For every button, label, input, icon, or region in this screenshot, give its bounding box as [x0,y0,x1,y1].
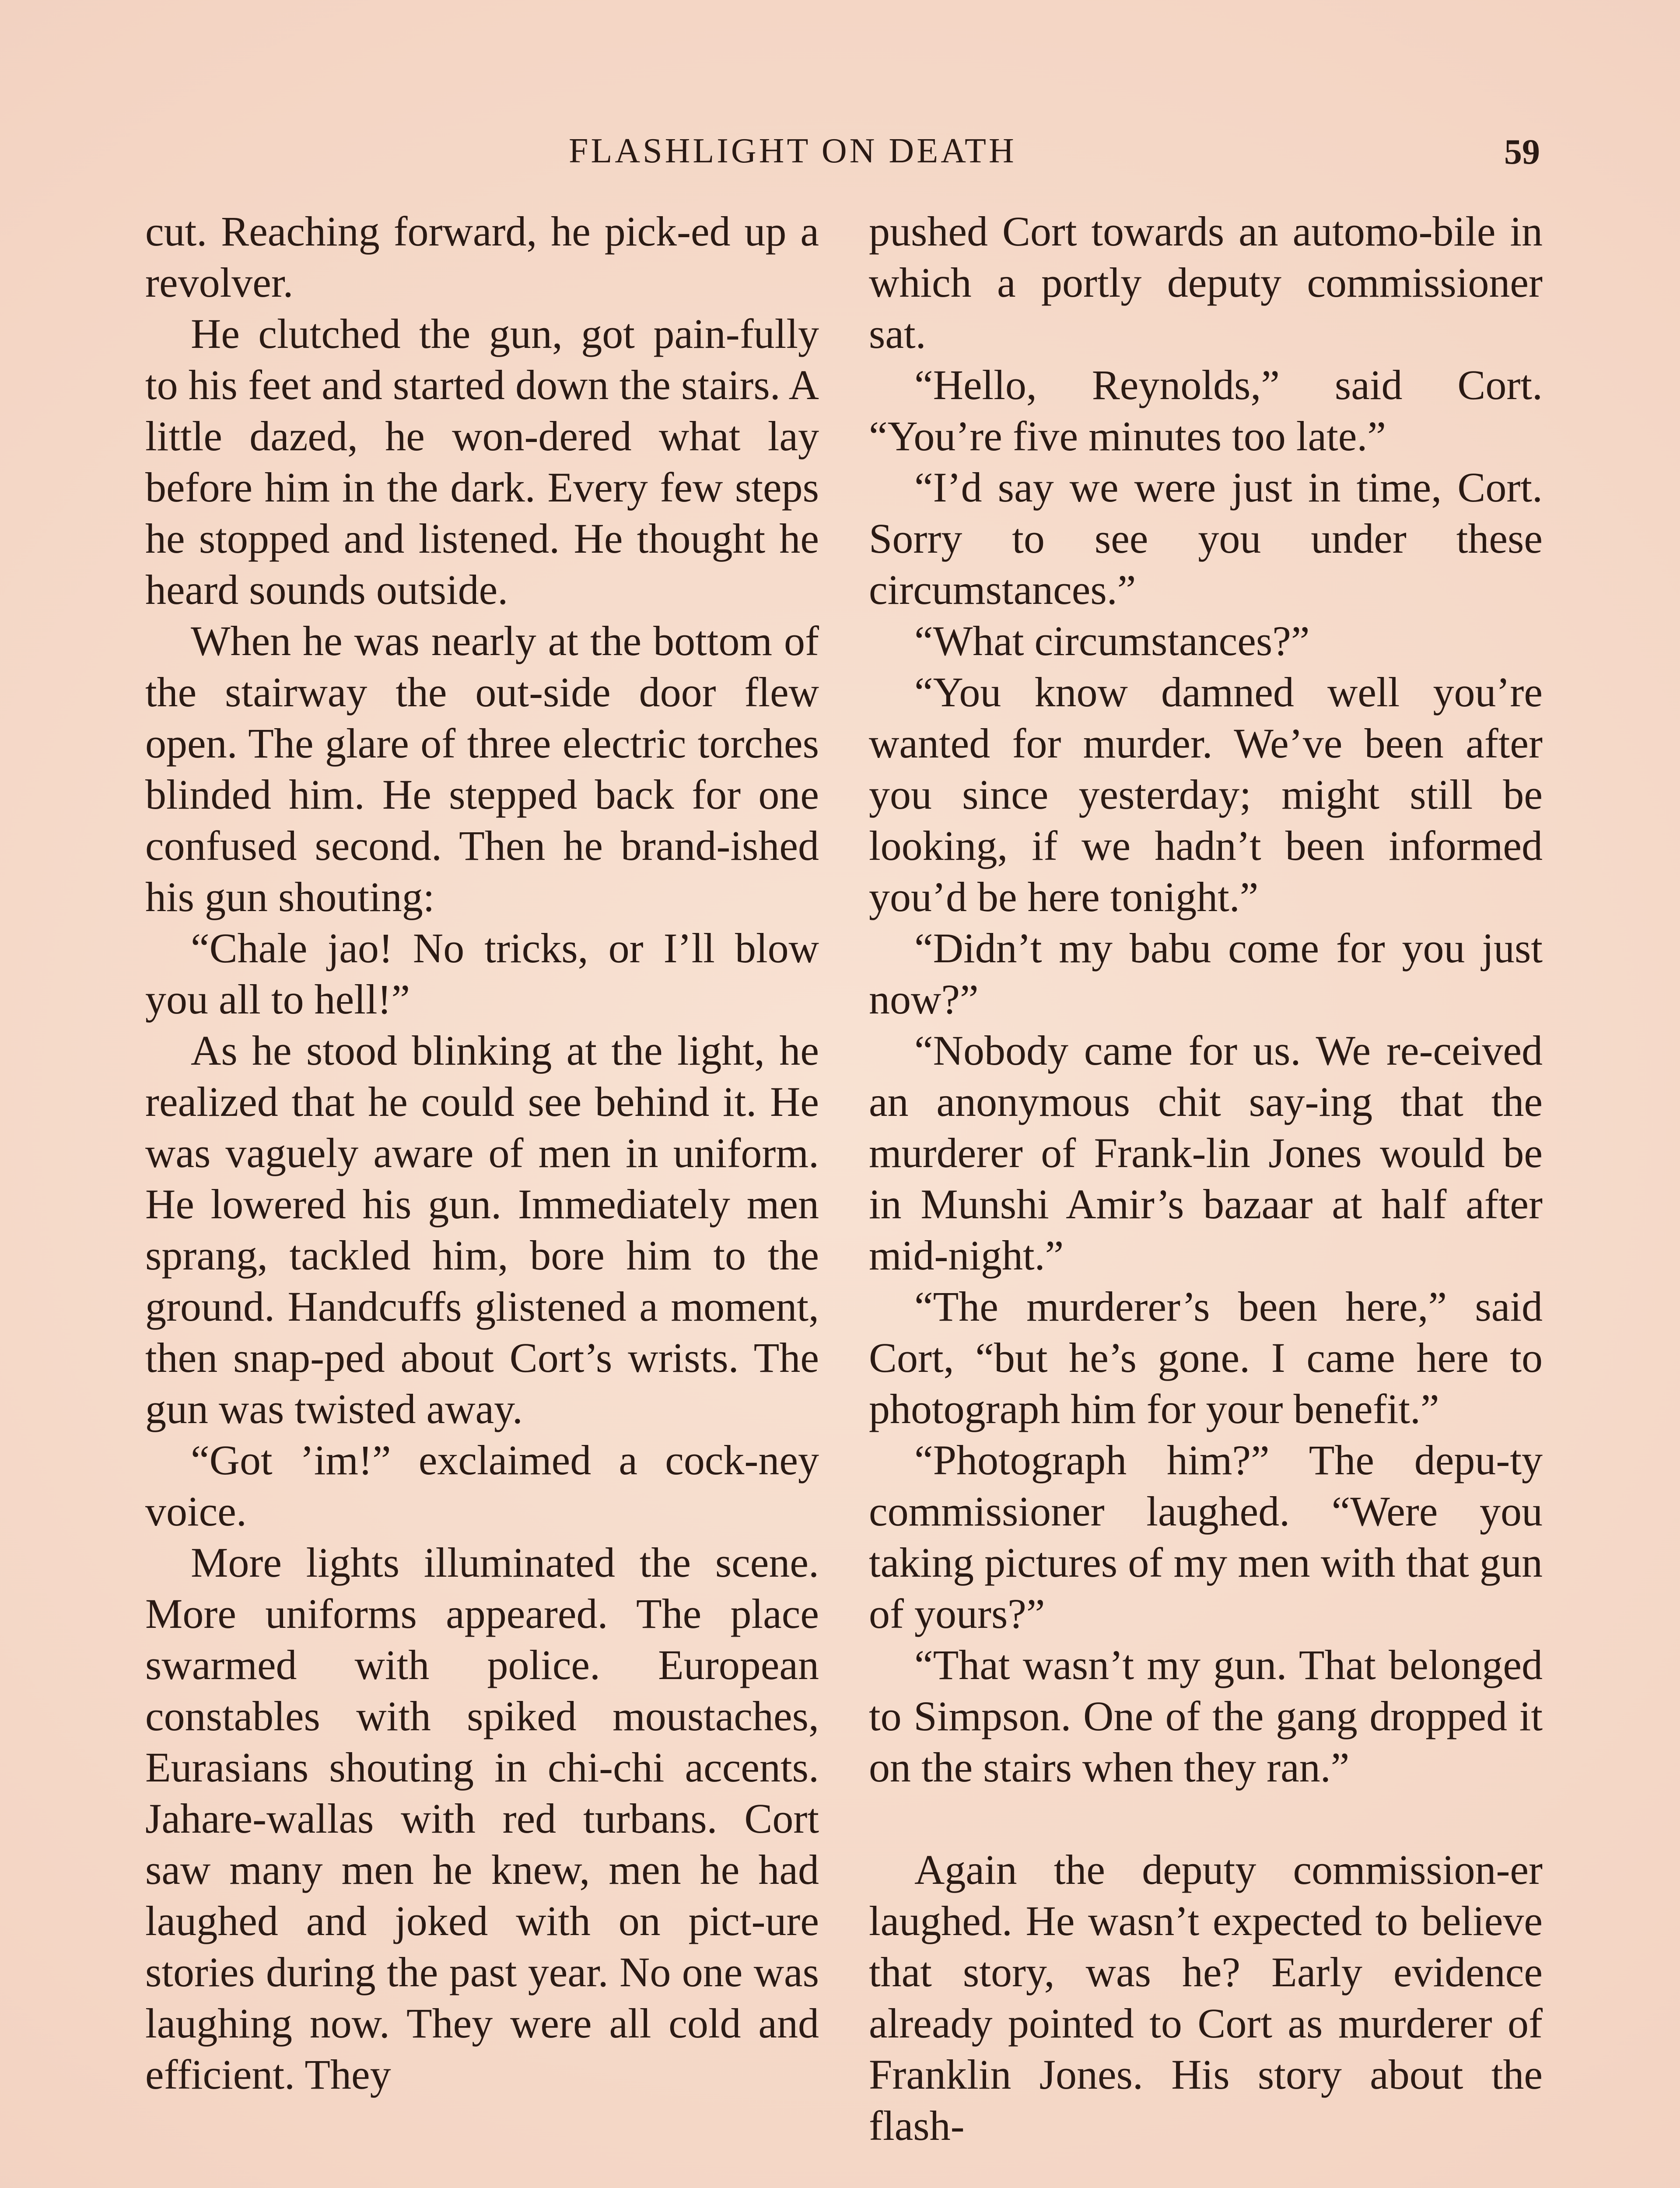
right-paragraph-5: “You know damned well you’re wanted for murder. We’ve been after you since yesterday; might still be looking, if we hadn’t been informed you’d be here tonight.” [869,669,1543,920]
right-paragraph-2: “Hello, Reynolds,” said Cort. “You’re five minutes too late.” [869,361,1543,459]
left-paragraph-5: As he stood blinking at the light, he realized that he could see behind it. He was vaguely aware of men in uniform. He lowered his gun. Immediately men sprang, tackled him, bore him to the ground. Handcuffs glistened a moment, then snap-ped about Cort’s wrists. The gun was twisted away. [145,1027,819,1432]
right-paragraph-11: Again the deputy commission-er laughed. He wasn’t expected to believe that story, was he? Early evidence already pointed to Cort as murderer of Franklin Jones. His story about the flash- [869,1846,1543,2149]
right-paragraph-8: “The murderer’s been here,” said Cort, “but he’s gone. I came here to photograph him for your benefit.” [869,1283,1543,1432]
left-paragraph-3: When he was nearly at the bottom of the stairway the out-side door flew open. The glare of three electric torches blinded him. He stepped back for one confused second. Then he brand-ished his gun shouting: [145,617,819,920]
left-paragraph-2: He clutched the gun, got pain-fully to his feet and started down the stairs. A little dazed, he won-dered what lay before him in the dark. Every few steps he stopped and listened. He thought he heard sounds outside. [145,310,819,613]
right-paragraph-6: “Didn’t my babu come for you just now?” [869,925,1543,1023]
right-paragraph-7: “Nobody came for us. We re-ceived an anonymous chit say-ing that the murderer of Frank-lin Jones would be in Munshi Amir’s bazaar at half after mid-night.” [869,1027,1543,1279]
right-paragraph-4: “What circumstances?” [914,617,1310,664]
left-paragraph-6: “Got ’im!” exclaimed a cock-ney voice. [145,1437,819,1535]
right-paragraph-9: “Photograph him?” The depu-ty commissioner laughed. “Were you taking pictures of my men with that gun of yours?” [869,1437,1543,1637]
left-paragraph-1: cut. Reaching forward, he pick-ed up a revolver. [145,208,819,306]
page-number: 59 [1504,132,1540,172]
left-paragraph-7: More lights illuminated the scene. More uniforms appeared. The place swarmed with police. European constables with spiked moustaches, Eurasians shouting in chi-chi accents. Jahare-wallas with red turbans. Cort saw many men he knew, men he had laughed and joked with on pict-ure stories during the past year. No one was laughing now. They were all cold and efficient. They [145,1539,819,2098]
right-paragraph-1: pushed Cort towards an automo-bile in which a portly deputy commissioner sat. [869,208,1543,357]
right-paragraph-10: “That wasn’t my gun. That belonged to Simpson. One of the gang dropped it on the stairs when they ran.” [869,1641,1543,1791]
right-paragraph-3: “I’d say we were just in time, Cort. Sorry to see you under these circumstances.” [869,464,1543,613]
right-column [869,206,1543,2151]
left-paragraph-4: “Chale jao! No tricks, or I’ll blow you all to hell!” [145,925,819,1023]
left-column [145,206,819,2100]
running-title: FLASHLIGHT ON DEATH [569,132,1017,170]
